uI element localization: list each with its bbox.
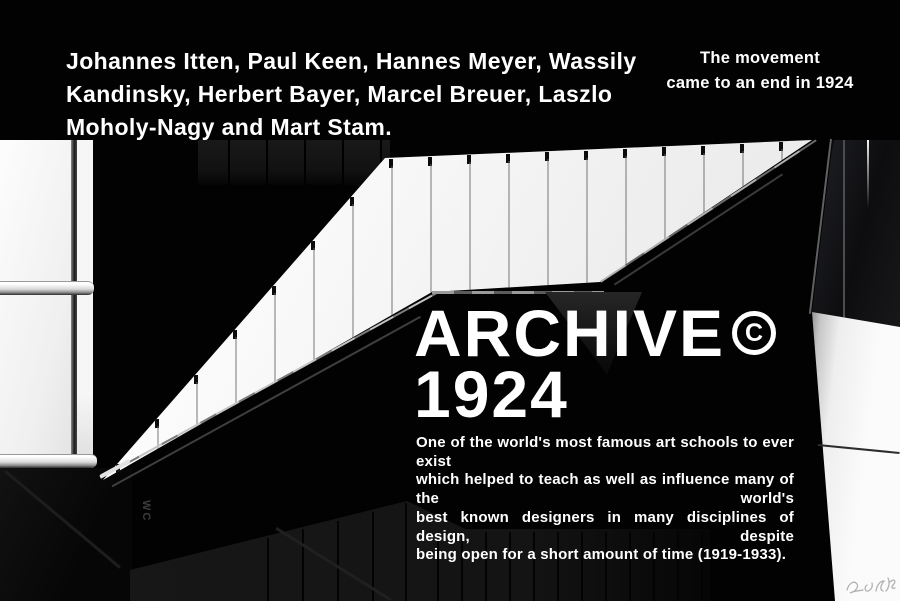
- archive-title: ARCHIVE: [414, 296, 726, 370]
- dark-column: [810, 138, 900, 330]
- wall-sign: WC: [140, 500, 152, 523]
- description-line: One of the world's most famous art schools to ever exist: [416, 434, 794, 470]
- ceiling-seam: [266, 140, 268, 185]
- ceiling-panels: [198, 140, 390, 185]
- copyright-icon: C: [732, 311, 776, 355]
- left-wall-panel: [0, 140, 71, 470]
- description-line: best known designers in many disciplines of design, despite: [416, 508, 794, 545]
- description-paragraph: [416, 434, 794, 565]
- movement-line-2: came to an end in 1924: [666, 74, 854, 92]
- parapet-seam: [405, 503, 407, 601]
- signature-graffiti: [843, 573, 899, 599]
- ceiling-seam: [228, 140, 230, 185]
- description-line: which helped to teach as well as influence many of the world's: [416, 471, 794, 508]
- movement-line-1: The movement: [699, 49, 821, 67]
- description-line: being open for a short amount of time (1919-1933).: [416, 546, 787, 564]
- ceiling-seam: [342, 140, 344, 185]
- left-wall-ledge-upper: [0, 281, 94, 295]
- parapet-seam: [337, 521, 339, 601]
- column-highlight: [843, 138, 845, 330]
- hero-title-block: [414, 296, 776, 431]
- designer-names-text: [66, 45, 656, 144]
- names-line-2: Kandinsky, Herbert Bayer, Marcel Breuer, Laszlo: [66, 81, 613, 107]
- parapet-seam: [267, 538, 269, 601]
- year-title: 1924: [414, 357, 569, 431]
- column-highlight: [867, 138, 869, 208]
- archive-title-line: [414, 296, 776, 370]
- left-wall-ledge-lower: [0, 454, 97, 468]
- names-line-1: Johannes Itten, Paul Keen, Hannes Meyer, Wassily: [66, 48, 637, 74]
- right-wall-panel: [806, 305, 900, 601]
- movement-caption: [640, 46, 880, 96]
- ceiling-seam: [304, 140, 306, 185]
- parapet-seam: [302, 529, 304, 601]
- names-line-3: Moholy-Nagy and Mart Stam.: [66, 114, 393, 140]
